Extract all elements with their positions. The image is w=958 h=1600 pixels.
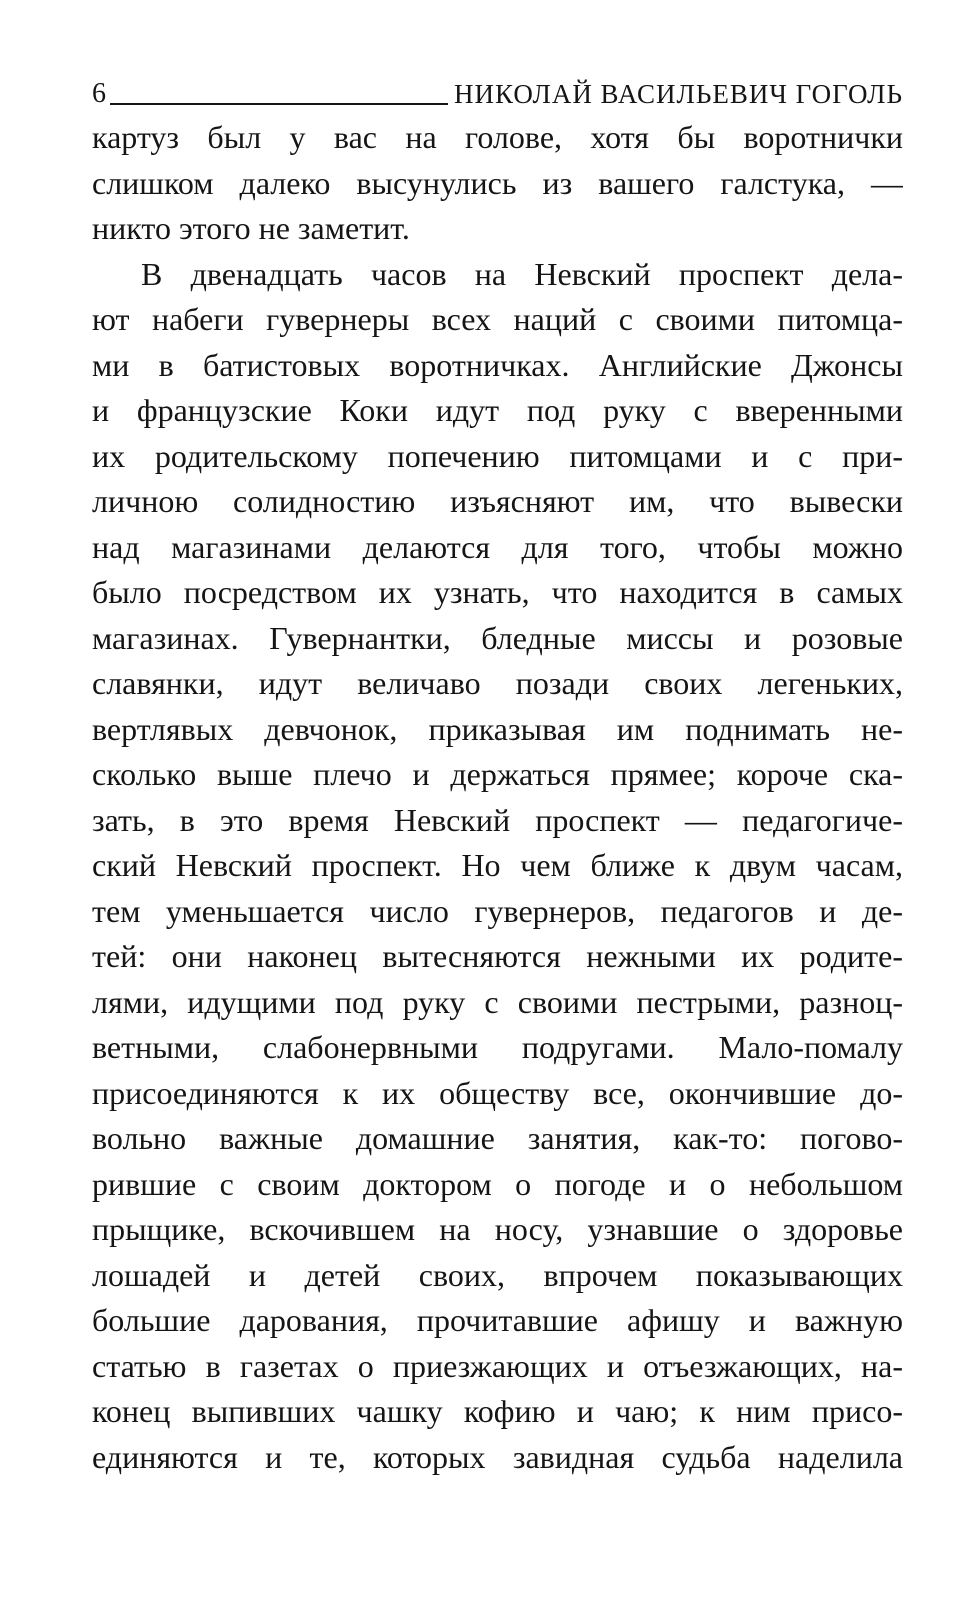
text-line: вертлявых девчонок, приказывая им поднимать не- — [92, 710, 903, 747]
text-line: сколько выше плечо и держаться прямее; короче ска- — [92, 756, 903, 792]
text-line: слишком далеко высунулись из вашего галстука, — — [92, 164, 903, 201]
text-line: над магазинами делаются для того, чтобы можно — [92, 528, 903, 565]
text-line: тей: они наконец вытесняются нежными их родите- — [92, 938, 903, 974]
book-page — [92, 72, 903, 1480]
text-line: ский Невский проспект. Но чем ближе к двум часам, — [92, 847, 903, 883]
text-line: лошадей и детей своих, впрочем показывающих — [92, 1256, 903, 1293]
text-line: В двенадцать часов на Невский проспект дела- — [141, 255, 903, 292]
text-line: большие дарования, прочитавшие афишу и важную — [92, 1302, 903, 1338]
text-line: конец выпивших чашку кофию и чаю; к ним присо- — [92, 1393, 903, 1429]
text-line: тем уменьшается число гувернеров, педагогов и де- — [92, 892, 903, 929]
text-line: единяются и те, которых завидная судьба наделила — [92, 1438, 903, 1475]
text-line: никто этого не заметит. — [92, 210, 410, 246]
text-line: и французские Коки идут под руку с вверенными — [92, 392, 903, 428]
text-line: ют набеги гувернеры всех наций с своими питомца- — [92, 301, 903, 337]
text-line: их родительскому попечению питомцами и с при- — [92, 437, 903, 474]
text-line: рившие с своим доктором о погоде и о небольшом — [92, 1165, 903, 1202]
text-line: присоединяются к их обществу все, окончившие до- — [92, 1074, 903, 1111]
running-head — [92, 72, 903, 108]
header-rule — [110, 103, 448, 105]
text-line: статью в газетах о приезжающих и отъезжающих, на- — [92, 1347, 903, 1384]
text-line: картуз был у вас на голове, хотя бы воротнички — [92, 119, 903, 155]
text-line: ми в батистовых воротничках. Английские Джонсы — [92, 346, 903, 383]
text-line: магазинах. Гувернантки, бледные миссы и розовые — [92, 619, 903, 656]
text-line: личною солидностию изъясняют им, что вывески — [92, 483, 903, 519]
text-line: было посредством их узнать, что находится в самых — [92, 574, 903, 610]
text-line: лями, идущими под руку с своими пестрыми, разноц- — [92, 983, 903, 1020]
text-line: вольно важные домашние занятия, как-то: погово- — [92, 1120, 903, 1156]
text-line: славянки, идут величаво позади своих легеньких, — [92, 665, 903, 701]
body-text — [92, 115, 903, 1480]
running-title: НИКОЛАЙ ВАСИЛЬЕВИЧ ГОГОЛЬ — [454, 79, 903, 109]
page-number: 6 — [92, 78, 106, 109]
text-line: прыщике, вскочившем на носу, узнавшие о здоровье — [92, 1211, 903, 1247]
text-line: зать, в это время Невский проспект — педагогиче- — [92, 801, 903, 838]
text-line: ветными, слабонервными подругами. Мало-помалу — [92, 1029, 903, 1065]
